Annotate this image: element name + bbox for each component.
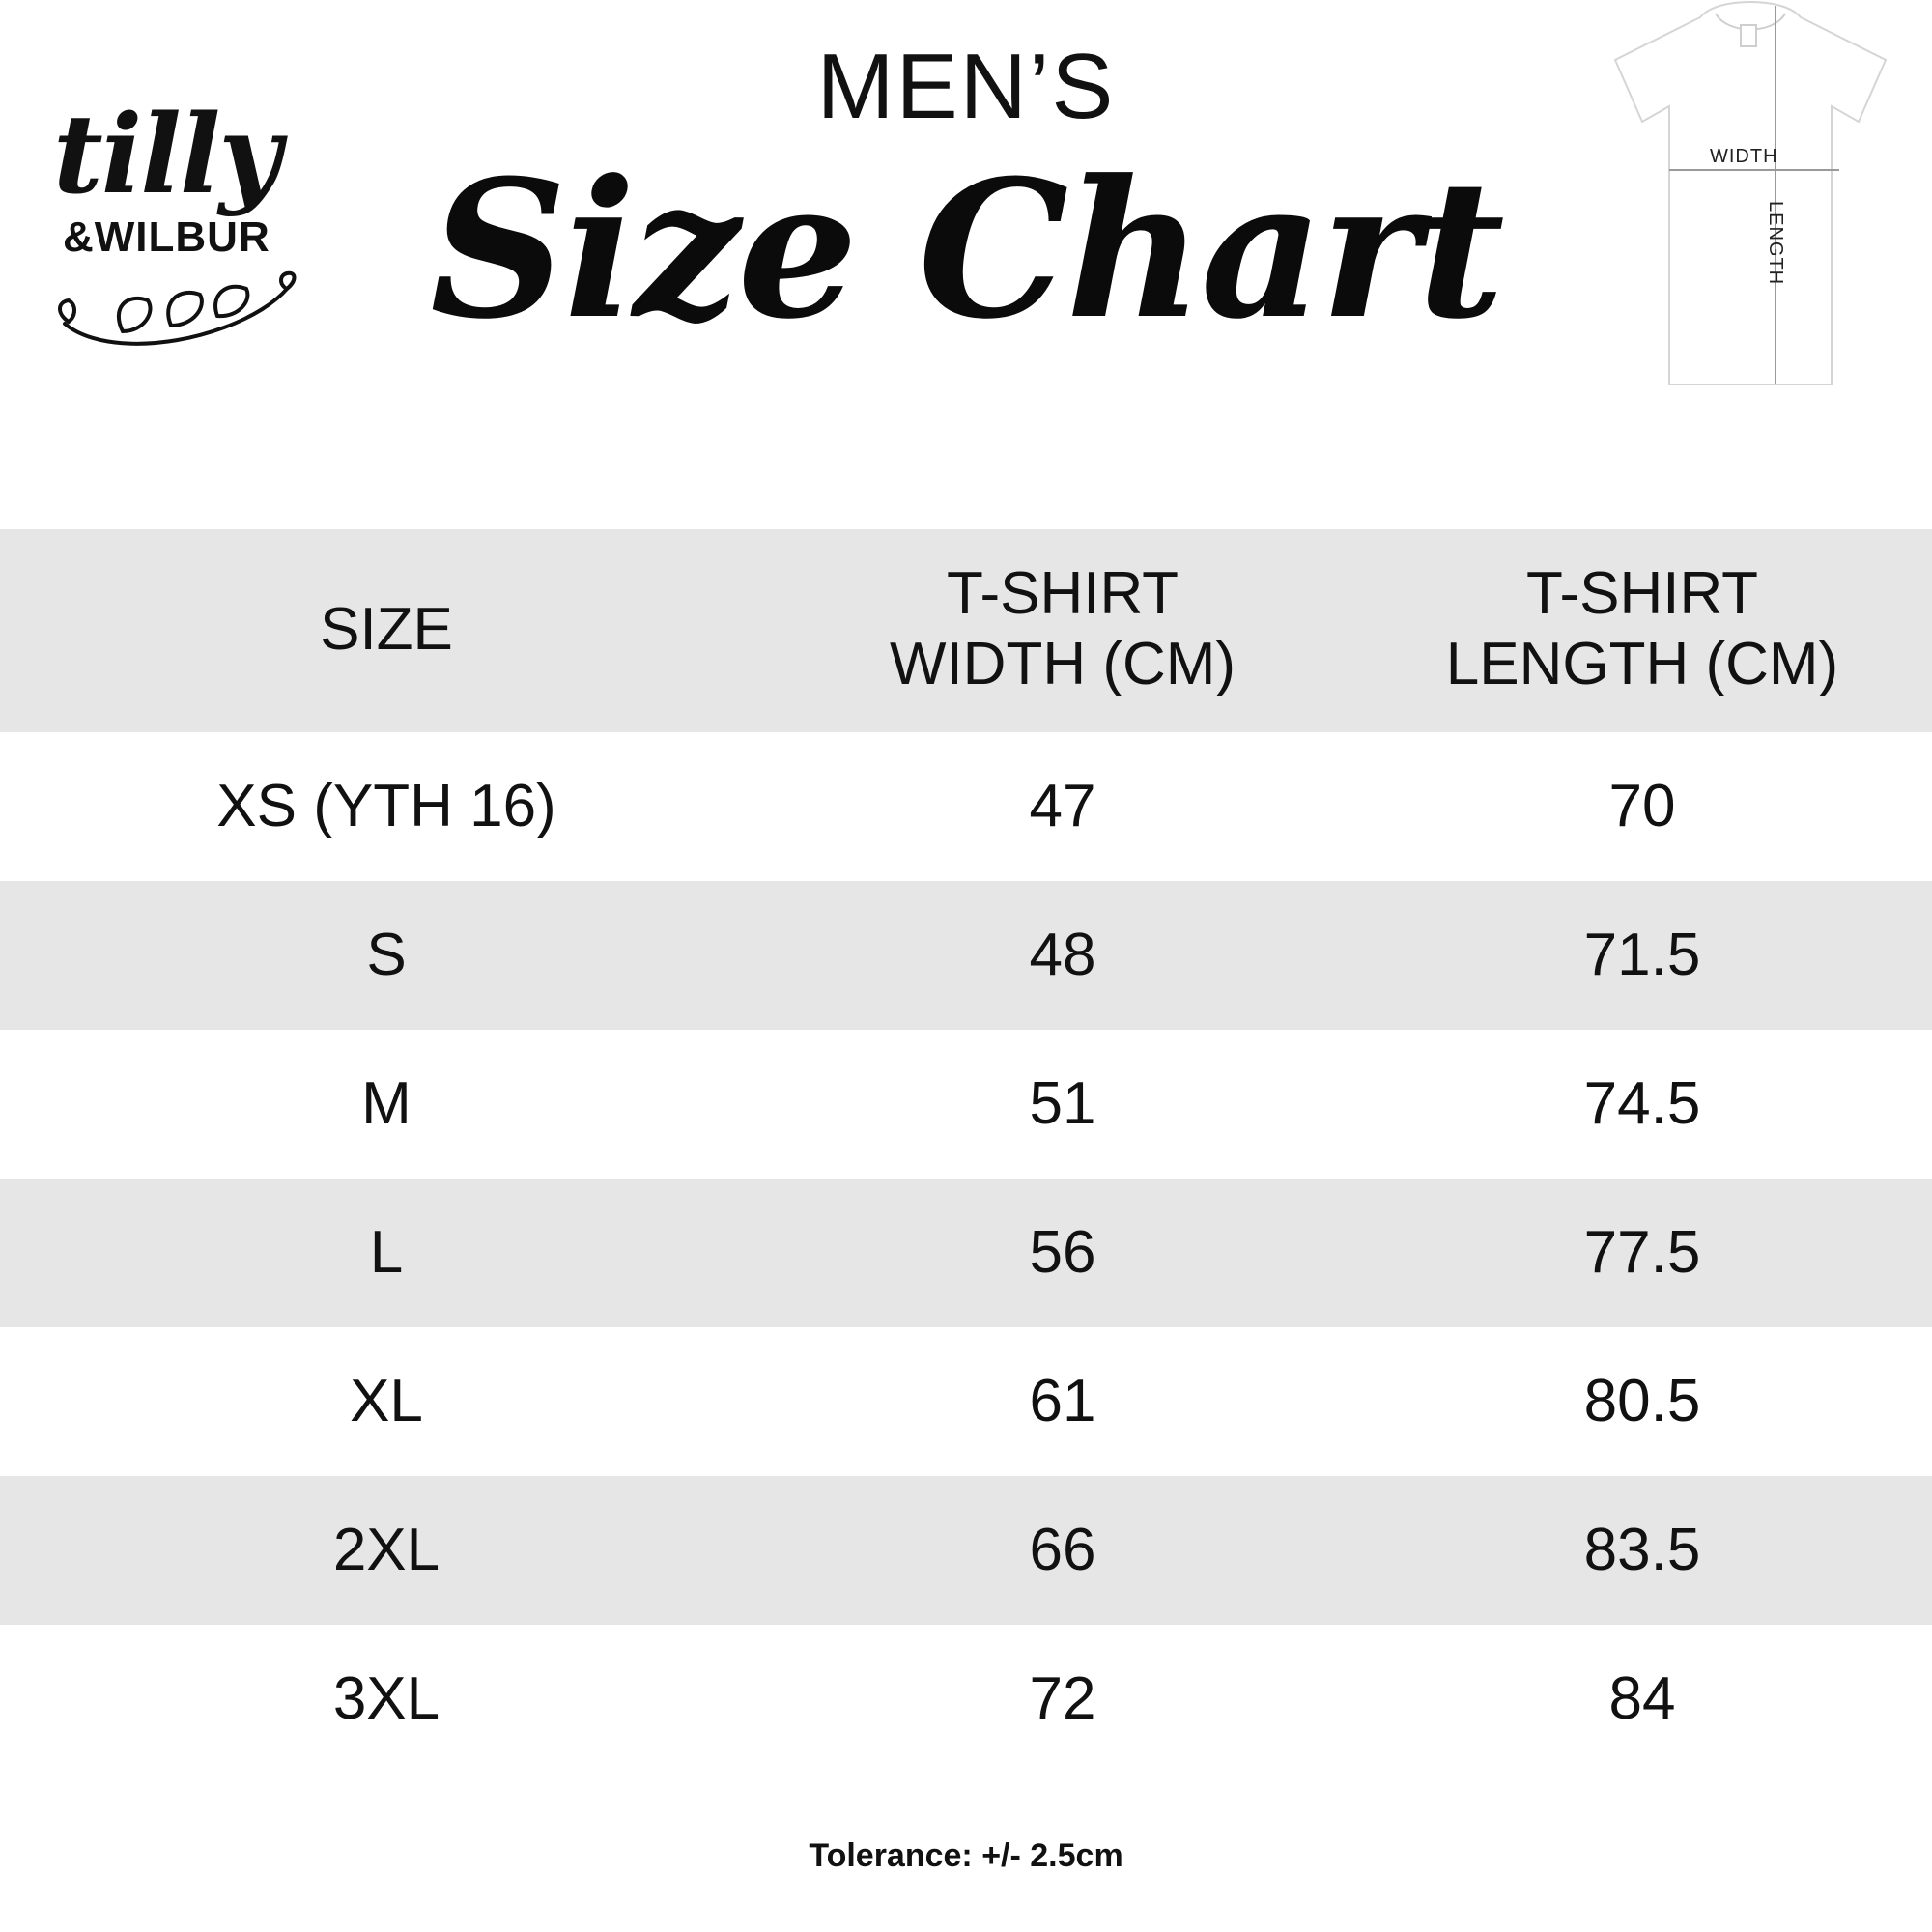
- cell-size: 2XL: [0, 1476, 773, 1625]
- cell-width: 61: [773, 1327, 1352, 1476]
- cell-length: 70: [1352, 732, 1932, 881]
- cell-width: 72: [773, 1625, 1352, 1774]
- cell-size: S: [0, 881, 773, 1030]
- table-row: [0, 1476, 1932, 1625]
- cell-width: 51: [773, 1030, 1352, 1179]
- title-main: Size Chart: [430, 138, 1502, 361]
- cell-size: M: [0, 1030, 773, 1179]
- cell-length: 83.5: [1352, 1476, 1932, 1625]
- cell-length: 71.5: [1352, 881, 1932, 1030]
- cell-length: 77.5: [1352, 1179, 1932, 1327]
- svg-text:LENGTH: LENGTH: [1765, 201, 1786, 286]
- column-header-size: SIZE: [0, 529, 773, 732]
- cell-width: 56: [773, 1179, 1352, 1327]
- tolerance-note: Tolerance: +/- 2.5cm: [809, 1837, 1123, 1874]
- column-header-width: [773, 529, 1352, 732]
- leaf-branch-icon: [55, 268, 353, 359]
- size-chart-table: [0, 529, 1932, 1774]
- page-title: [357, 35, 1575, 361]
- column-header-width-line1: T-SHIRT: [947, 560, 1179, 627]
- table-row: [0, 1179, 1932, 1327]
- table-row: [0, 881, 1932, 1030]
- brand-logo: [53, 92, 353, 391]
- svg-text:WIDTH: WIDTH: [1710, 146, 1778, 167]
- table-body: [0, 732, 1932, 1774]
- cell-width: 48: [773, 881, 1352, 1030]
- cell-length: 80.5: [1352, 1327, 1932, 1476]
- brand-name-secondary: &WILBUR: [63, 213, 270, 261]
- cell-width: 66: [773, 1476, 1352, 1625]
- table-row: [0, 1030, 1932, 1179]
- cell-length: 84: [1352, 1625, 1932, 1774]
- column-header-length: [1352, 529, 1932, 732]
- brand-name-primary: tilly: [53, 92, 280, 218]
- cell-width: 47: [773, 732, 1352, 881]
- table-row: [0, 732, 1932, 881]
- table-row: [0, 1625, 1932, 1774]
- column-header-width-line2: WIDTH (CM): [889, 631, 1236, 698]
- cell-length: 74.5: [1352, 1030, 1932, 1179]
- cell-size: 3XL: [0, 1625, 773, 1774]
- column-header-length-line2: LENGTH (CM): [1445, 631, 1839, 698]
- tshirt-measurement-diagram: [1596, 0, 1905, 415]
- cell-size: XS (YTH 16): [0, 732, 773, 881]
- cell-size: L: [0, 1179, 773, 1327]
- title-category: MEN’S: [816, 35, 1116, 138]
- cell-size: XL: [0, 1327, 773, 1476]
- table-row: [0, 1327, 1932, 1476]
- column-header-length-line1: T-SHIRT: [1526, 560, 1758, 627]
- table-header-row: [0, 529, 1932, 732]
- table-header: [0, 529, 1932, 732]
- chart-header: [0, 0, 1932, 529]
